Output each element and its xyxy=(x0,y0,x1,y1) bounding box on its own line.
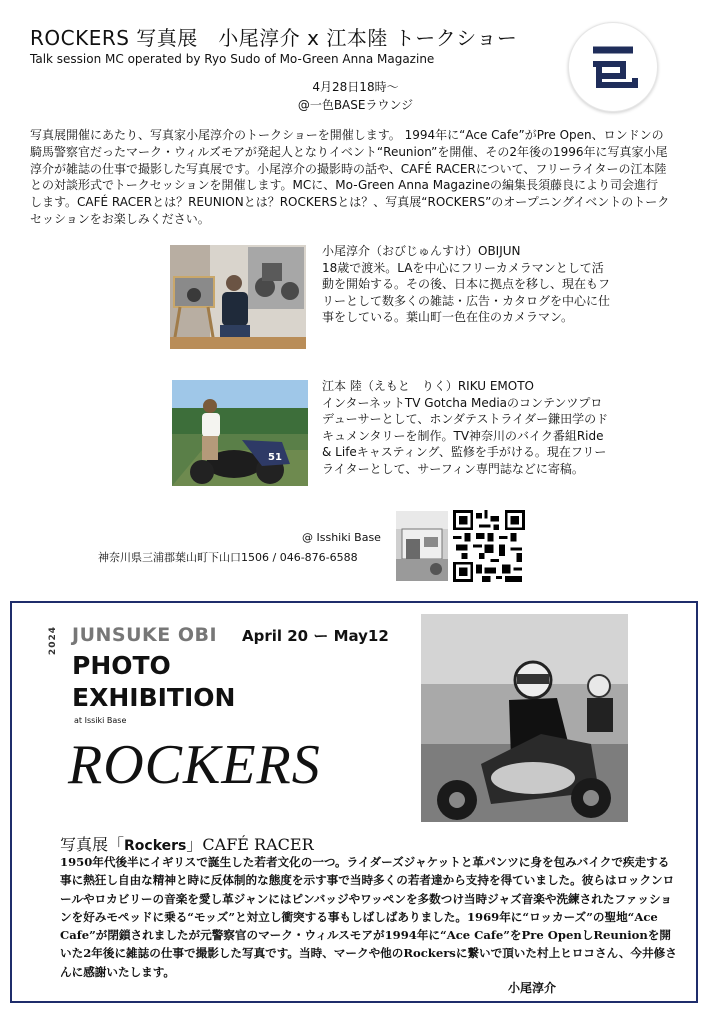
poster-body-text: 1950年代後半にイギリスで誕生した若者文化の一つ。ライダーズジャケットと革パンツに身を包みバイクで疾走する事に熱狂し自由な精神と時に反体制的な態度を示す事で当時多くの若者達から支持を得ていました。彼らはロックンロールやロカビリーの音楽を愛し革ジャンにはピンバッジやワッペンを多数つけ当時ジャズ音楽や洗練されたファッションを好みモペッドに乗る“モッズ”と対立し衝突する事もしばしばありました。1969年に“ロッカーズ”の聖地“Ace Cafe”が閉鎖されましたが元警察官のマーク・ウィルスモアが1994年に“Ace Cafe”をPre OpenしReunionを開いた2年後に雑誌の仕事で撮影した写真です。当時、マークや他のRockersに繋いで頂いた村上ヒロコさん、今井修さんに感謝いたします。 xyxy=(60,855,677,979)
intro-paragraph: 写真展開催にあたり、写真家小尾淳介のトークショーを開催します。 1994年に“Ace Cafe”がPre Open、ロンドンの騎馬警察官だったマーク・ウィルズモアが発起人となりイベント“Reunion”を開催、その2年後の1996年に写真家小尾淳介が雑誌の仕事で撮影した写真展です。小尾淳介の撮影時の話や、CAFÉ RACERについて、フリーライターの江本陸との対談形式でトークセッションを開催します。MCに、Mo-Green Anna Magazineの編集長須藤良により司会進行します。CAFÉ RACERとは？REUNIONとは？ROCKERSとは？、写真展“ROCKERS”のオープニングイベントのトークセッションをお楽しみください。 xyxy=(30,128,670,226)
obi-portrait-photo xyxy=(170,245,306,349)
emoto-bio: 江本 陸（えもと りく）RIKU EMOTO インターネットTV Gotcha Mediaのコンテンツプロデューサーとして、ホンダテストライダー鎌田学のドキュメンタリーを制作。TV神奈川のバイク番組Ride & Lifeキャスティング、監修を手がける。現在フリーライターとして、サーフィン専門誌などに寄稿。 xyxy=(322,379,609,476)
poster-signature: 小尾淳介 xyxy=(508,981,557,995)
svg-text:51: 51 xyxy=(268,452,282,463)
base-building-photo xyxy=(396,511,448,581)
obi-bio: 小尾淳介（おびじゅんすけ）OBIJUN 18歳で渡米。LAを中心にフリーカメラマンとして活動を開始する。その後、日本に拠点を移し、現在もフリーとして数多くの雑誌・広告・カタログを中心に仕事をしている。葉山町一色在住のカメラマン。 xyxy=(322,244,611,325)
rockers-photo xyxy=(421,614,628,822)
event-venue: @一色BASEラウンジ xyxy=(297,98,414,112)
poster-location: at Issiki Base xyxy=(74,716,127,725)
poster-artist: JUNSUKE OBI xyxy=(72,624,218,646)
poster-title-line2: EXHIBITION xyxy=(72,683,236,712)
page-subtitle: Talk session MC operated by Ryo Sudo of Mo-Green Anna Magazine xyxy=(30,52,435,66)
poster-title-line1: PHOTO xyxy=(72,651,171,680)
poster-heading-suffix: 」CAFÉ RACER xyxy=(186,835,314,854)
emoto-portrait-photo xyxy=(172,380,308,486)
qr-code-icon[interactable] xyxy=(453,510,525,582)
event-date: 4月28日18時〜 xyxy=(312,80,399,94)
poster-big-title: ROCKERS xyxy=(68,734,321,796)
poster-period: April 20 ー May12 xyxy=(242,627,389,645)
poster-year: 2024 xyxy=(48,626,58,656)
base-handle: @ Isshiki Base xyxy=(302,531,381,544)
poster-heading-name: Rockers xyxy=(124,838,187,854)
page-title: ROCKERS 写真展 小尾淳介 x 江本陸 トークショー xyxy=(30,26,518,50)
poster-heading xyxy=(60,832,314,855)
base-address: 神奈川県三浦郡葉山町下山口1506 / 046-876-6588 xyxy=(98,551,358,564)
poster-heading-prefix: 写真展「 xyxy=(60,835,125,854)
